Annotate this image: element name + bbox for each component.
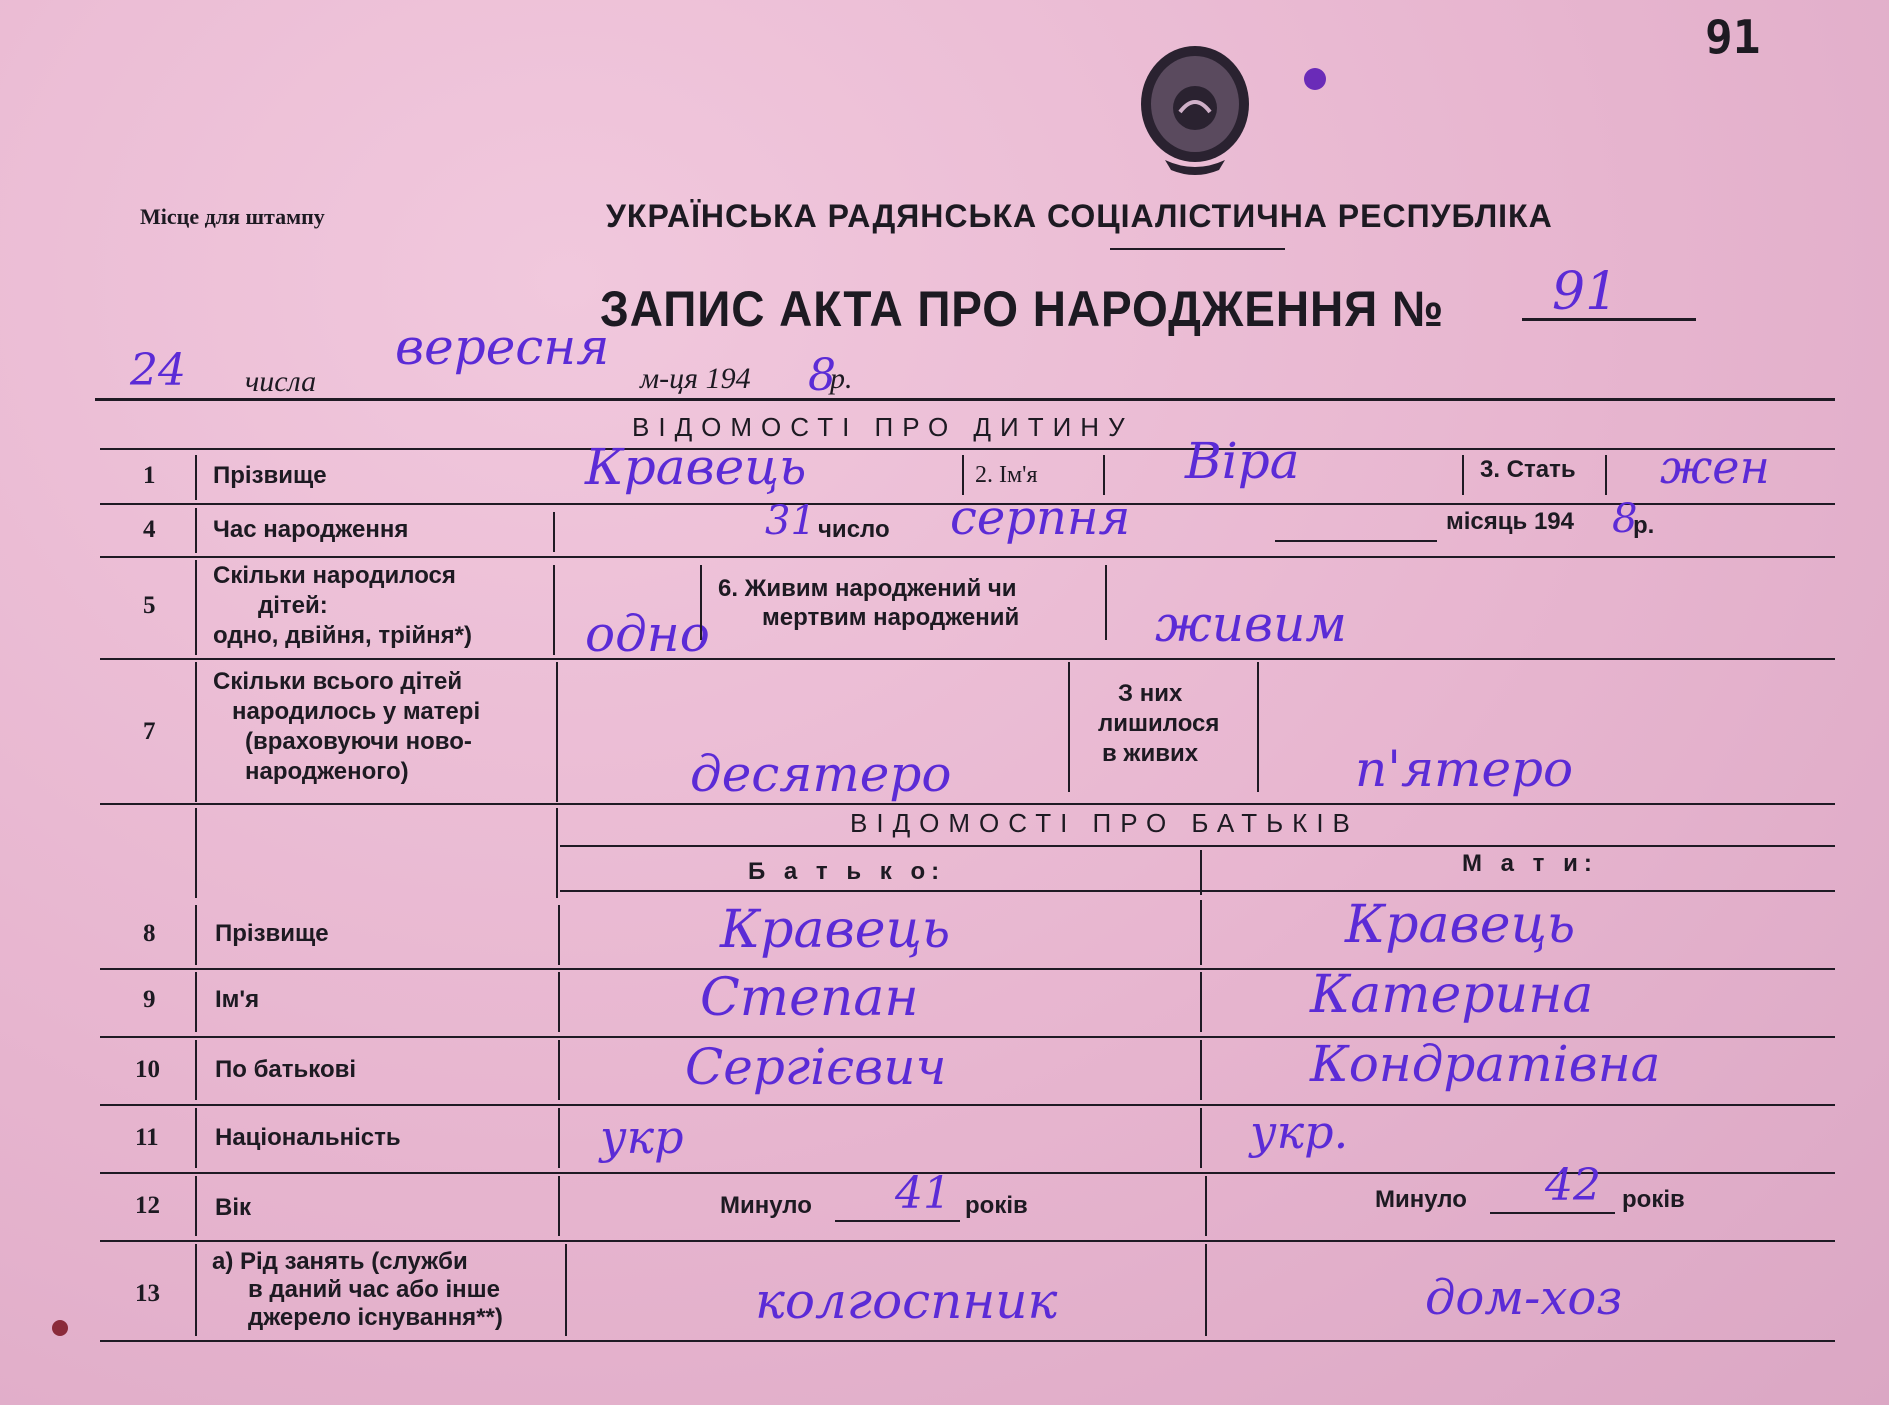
alive-label-1: З них (1118, 680, 1183, 707)
parent-name-label: Ім'я (215, 986, 260, 1013)
rule (195, 905, 197, 965)
rule (1257, 662, 1259, 792)
mother-nationality-value: укр. (1250, 1105, 1349, 1159)
rule (195, 808, 197, 898)
rule (1205, 1176, 1207, 1236)
date-day-label: числа (245, 365, 317, 398)
father-patronymic-value: Сергієвич (685, 1038, 947, 1096)
rule (835, 1220, 960, 1222)
rule (558, 972, 560, 1032)
total-children-label-4: народженого) (245, 758, 409, 785)
birth-day-value: 31 (765, 498, 816, 544)
rule (1605, 455, 1607, 495)
coat-of-arms-emblem (1135, 42, 1255, 177)
rule (558, 1040, 560, 1100)
row-number: 13 (135, 1280, 160, 1307)
rule (962, 455, 964, 495)
father-name-value: Степан (700, 968, 919, 1028)
rule (558, 1108, 560, 1168)
republic-title: УКРАЇНСЬКА РАДЯНСЬКА СОЦІАЛІСТИЧНА РЕСПУБЛІКА (606, 198, 1553, 234)
father-age-years-label: років (965, 1192, 1028, 1219)
alive-children-value: п'ятеро (1355, 740, 1574, 798)
date-underline (95, 398, 1835, 401)
rule (195, 455, 197, 500)
mother-occupation-value: дом-хоз (1425, 1270, 1623, 1326)
rule (195, 560, 197, 655)
child-surname-value: Кравець (585, 438, 807, 496)
total-children-label-1: Скільки всього дітей (213, 668, 463, 695)
rule (558, 1176, 560, 1236)
rule (100, 658, 1835, 660)
date-month-label: м-ця 194 (640, 362, 751, 395)
rule (100, 556, 1835, 558)
rule (195, 1040, 197, 1100)
mother-patronymic-value: Кондратівна (1310, 1035, 1661, 1093)
rule (1490, 1212, 1615, 1214)
date-month: вересня (395, 318, 610, 376)
date-year-suffix: р. (830, 362, 853, 395)
rule (553, 512, 555, 552)
children-count-label-1: Скільки народилося (213, 562, 456, 589)
rule (100, 448, 1835, 450)
mother-header: М а т и: (1462, 850, 1598, 877)
live-born-label-2: мертвим народжений (762, 604, 1020, 631)
record-number: 91 (1552, 262, 1619, 322)
alive-label-3: в живих (1102, 740, 1199, 767)
rule (565, 1244, 567, 1336)
occupation-label-1: а) Рід занять (служби (212, 1248, 468, 1275)
alive-label-2: лишилося (1098, 710, 1220, 737)
total-children-label-2: народилось у матері (232, 698, 481, 725)
total-children-label-3: (враховуючи ново- (245, 728, 472, 755)
mother-age-passed-label: Минуло (1375, 1186, 1467, 1213)
birth-month-label: місяць 194 (1446, 508, 1574, 535)
rule (556, 662, 558, 802)
live-born-value: живим (1155, 595, 1347, 653)
row-number: 10 (135, 1056, 160, 1083)
birth-day-label: число (818, 516, 890, 543)
row-number: 11 (135, 1124, 159, 1151)
rule (1105, 565, 1107, 640)
rule (100, 1340, 1835, 1342)
rule (1200, 1040, 1202, 1100)
birth-year-digit: 8 (1612, 496, 1638, 542)
father-age-value: 41 (895, 1168, 951, 1219)
children-count-label-3: одно, двійня, трійня*) (213, 622, 472, 649)
rule (1275, 540, 1437, 542)
mother-age-years-label: років (1622, 1186, 1685, 1213)
age-label: Вік (215, 1194, 252, 1221)
father-age-passed-label: Минуло (720, 1192, 812, 1219)
rule (1200, 972, 1202, 1032)
birth-year-suffix: р. (1633, 512, 1655, 539)
rule (1200, 850, 1202, 895)
rule (195, 1108, 197, 1168)
record-title: ЗАПИС АКТА ПРО НАРОДЖЕННЯ № (600, 281, 1445, 337)
ink-dot (1304, 68, 1326, 90)
rule (100, 1104, 1835, 1106)
birth-time-label: Час народження (213, 516, 409, 543)
parents-section-heading: ВІДОМОСТІ ПРО БАТЬКІВ (850, 808, 1359, 838)
nationality-label: Національність (215, 1124, 401, 1151)
mother-age-value: 42 (1545, 1160, 1601, 1211)
row-number: 8 (143, 920, 156, 947)
children-count-label-2: дітей: (258, 592, 328, 619)
children-count-value: одно (585, 605, 710, 663)
row-number: 7 (143, 718, 156, 745)
rule (195, 1176, 197, 1236)
birth-month-value: серпня (950, 490, 1131, 546)
rule (1462, 455, 1464, 495)
rule (560, 845, 1835, 847)
total-children-value: десятеро (690, 745, 952, 803)
child-sex-label: 3. Стать (1480, 456, 1576, 483)
rule (553, 565, 555, 655)
rule (558, 905, 560, 965)
child-name-label: 2. Ім'я (975, 462, 1038, 488)
row-number: 12 (135, 1192, 160, 1219)
rule (195, 508, 197, 553)
date-day: 24 (130, 345, 186, 396)
patronymic-label: По батькові (215, 1056, 357, 1083)
rule (195, 662, 197, 802)
child-sex-value: жен (1660, 440, 1770, 494)
rule (100, 1240, 1835, 1242)
rule (1068, 662, 1070, 792)
rule (195, 1244, 197, 1336)
row-number: 4 (143, 516, 156, 543)
father-nationality-value: укр (600, 1110, 684, 1164)
occupation-label-2: в даний час або інше (248, 1276, 500, 1303)
father-surname-value: Кравець (720, 900, 951, 960)
parent-surname-label: Прізвище (215, 920, 329, 947)
punch-hole-mark (52, 1320, 68, 1336)
stamp-place-label: Місце для штампу (140, 204, 325, 229)
rule (560, 890, 1835, 892)
rule (195, 972, 197, 1032)
live-born-label-1: 6. Живим народжений чи (718, 575, 1017, 602)
title-underline (1110, 248, 1285, 250)
rule (700, 565, 702, 640)
father-occupation-value: колгоспник (755, 1272, 1058, 1330)
rule (100, 803, 1835, 805)
rule (1103, 455, 1105, 495)
rule (1205, 1244, 1207, 1336)
rule (1200, 1108, 1202, 1168)
rule (1200, 900, 1202, 965)
row-number: 9 (143, 986, 156, 1013)
occupation-label-3: джерело існування**) (248, 1304, 503, 1331)
mother-name-value: Катерина (1310, 965, 1594, 1025)
father-header: Б а т ь к о: (748, 858, 946, 885)
child-name-value: Віра (1185, 432, 1300, 490)
date-year-digit: 8 (808, 350, 836, 401)
child-section-heading: ВІДОМОСТІ ПРО ДИТИНУ (632, 412, 1134, 442)
mother-surname-value: Кравець (1345, 895, 1576, 955)
rule (556, 808, 558, 898)
row-number: 1 (143, 462, 156, 489)
row-number: 5 (143, 592, 156, 619)
page-number: 91 (1705, 10, 1761, 64)
surname-label: Прізвище (213, 462, 327, 489)
